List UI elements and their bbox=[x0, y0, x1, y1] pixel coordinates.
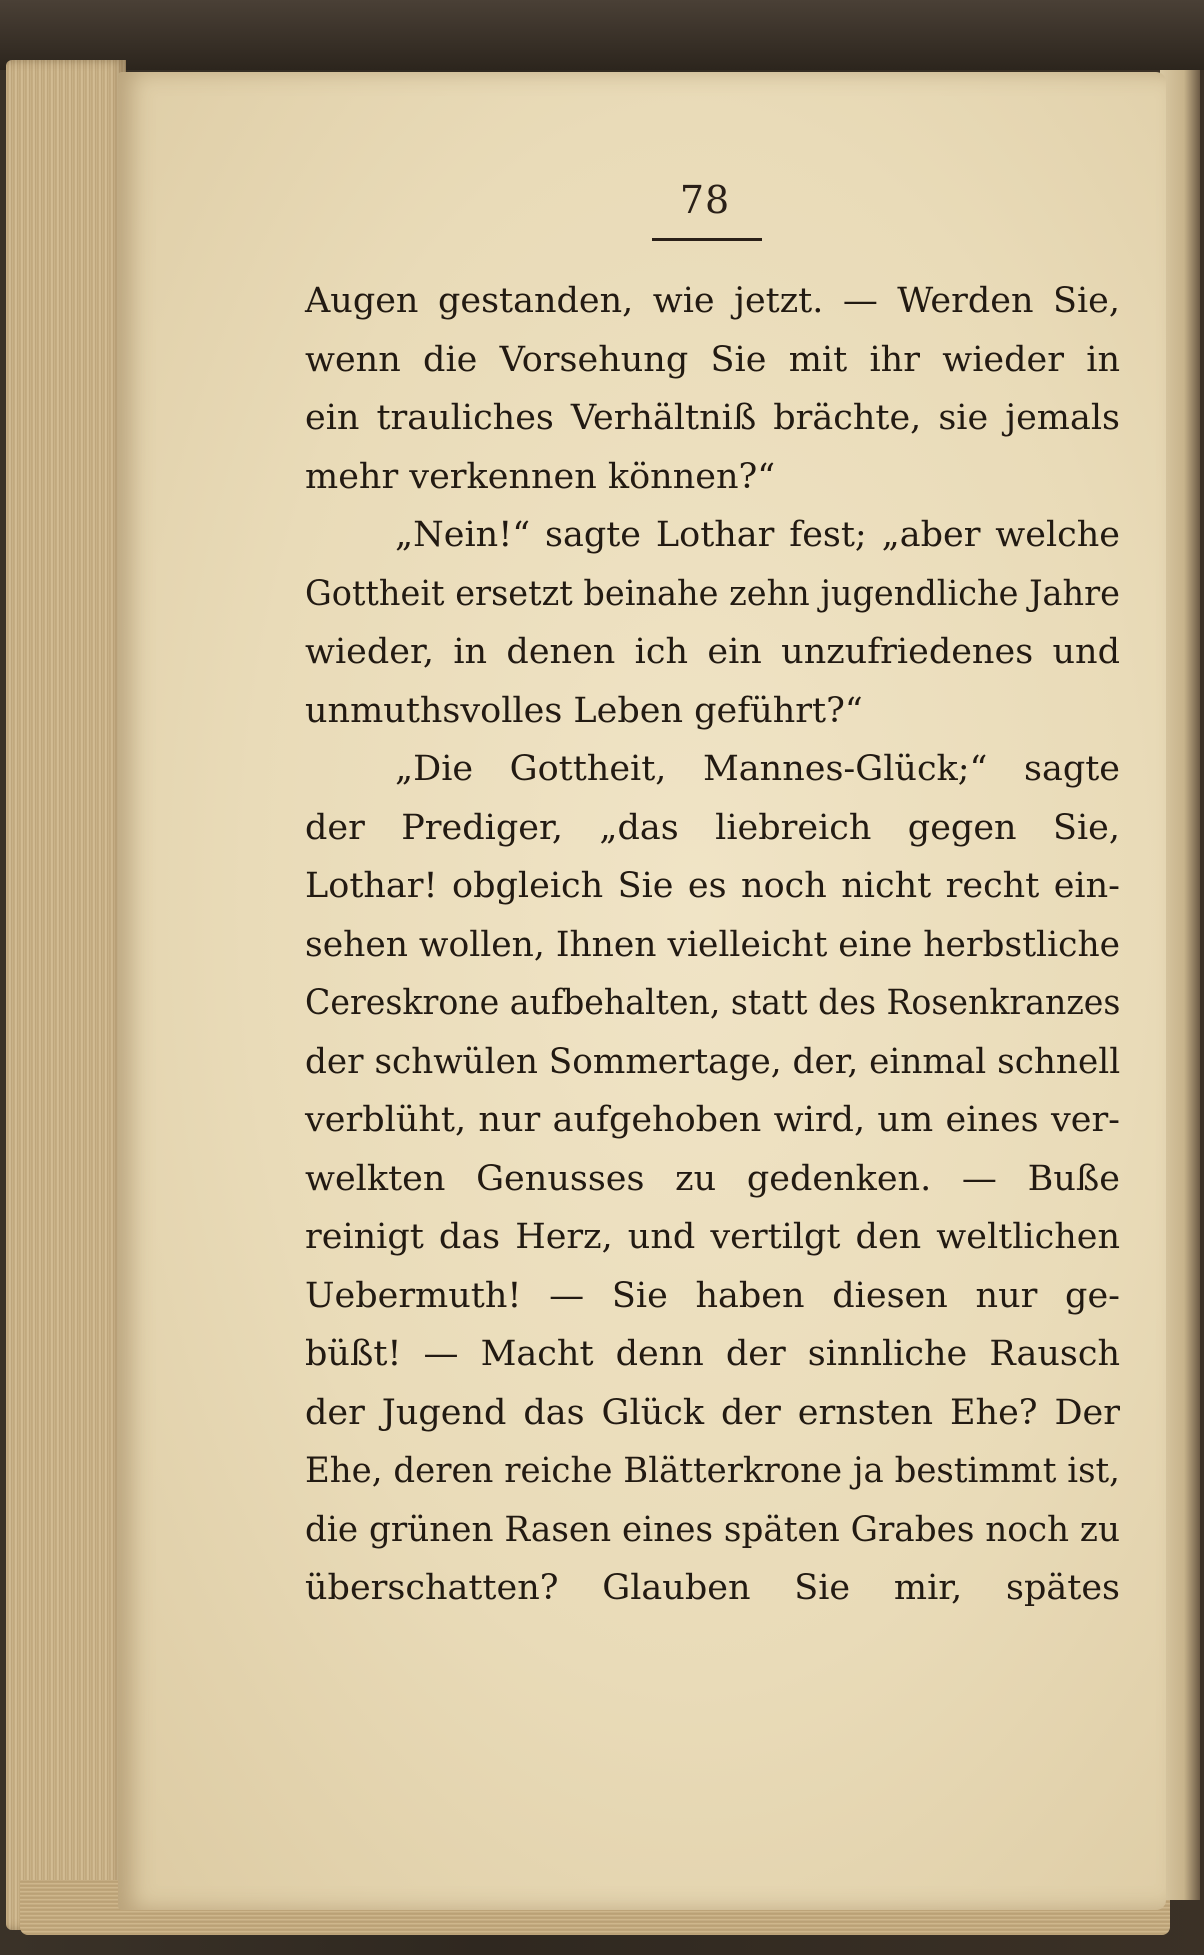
text-line: unmuthsvolles Leben geführt?“ bbox=[305, 690, 863, 731]
page-edge-right bbox=[1160, 70, 1200, 1900]
text-line: der Jugend das Glück der ernsten Ehe? Der bbox=[305, 1392, 1120, 1433]
text-line: reinigt das Herz, und vertilgt den weltlichen bbox=[305, 1217, 1120, 1257]
text-line: Ehe, deren reiche Blätterkrone ja bestimmt ist, bbox=[305, 1451, 1120, 1491]
text-line: überschatten? Glauben Sie mir, spätes bbox=[305, 1568, 1120, 1608]
text-line: Lothar! obgleich Sie es noch nicht recht ein- bbox=[305, 866, 1120, 906]
text-line: wenn die Vorsehung Sie mit ihr wieder in bbox=[305, 339, 1120, 380]
text-line: wieder, in denen ich ein unzufriedenes und bbox=[305, 632, 1120, 672]
text-line: Cereskrone aufbehalten, statt des Rosenkranzes bbox=[305, 983, 1121, 1023]
page-number: 78 bbox=[679, 178, 731, 222]
text-line: Gottheit ersetzt beinahe zehn jugendliche Jahre bbox=[305, 573, 1121, 614]
text-line: büßt! — Macht denn der sinnliche Rausch bbox=[305, 1334, 1120, 1374]
header-rule bbox=[652, 238, 762, 241]
text-line: verblüht, nur aufgehoben wird, um eines ver- bbox=[305, 1100, 1120, 1140]
text-line: Augen gestanden, wie jetzt. — Werden Sie, bbox=[305, 281, 1120, 321]
text-line: mehr verkennen können?“ bbox=[305, 456, 776, 497]
text-line: sehen wollen, Ihnen vielleicht eine herbstliche bbox=[305, 924, 1121, 965]
text-line: die grünen Rasen eines späten Grabes noch zu bbox=[305, 1509, 1120, 1550]
text-line: „Nein!“ sagte Lothar fest; „aber welche bbox=[395, 515, 1120, 555]
body-text bbox=[305, 272, 1120, 1618]
text-line: der schwülen Sommertage, der, einmal schnell bbox=[305, 1041, 1121, 1082]
text-line: Uebermuth! — Sie haben diesen nur ge- bbox=[305, 1275, 1120, 1316]
text-line: welkten Genusses zu gedenken. — Buße bbox=[305, 1158, 1120, 1199]
text-line: ein trauliches Verhältniß brächte, sie jemals bbox=[305, 398, 1120, 438]
text-line: der Prediger, „das liebreich gegen Sie, bbox=[305, 807, 1120, 848]
page-edges-left bbox=[6, 60, 126, 1930]
book-cover-top-edge bbox=[0, 0, 1204, 70]
text-line: „Die Gottheit, Mannes-Glück;“ sagte bbox=[395, 749, 1120, 789]
